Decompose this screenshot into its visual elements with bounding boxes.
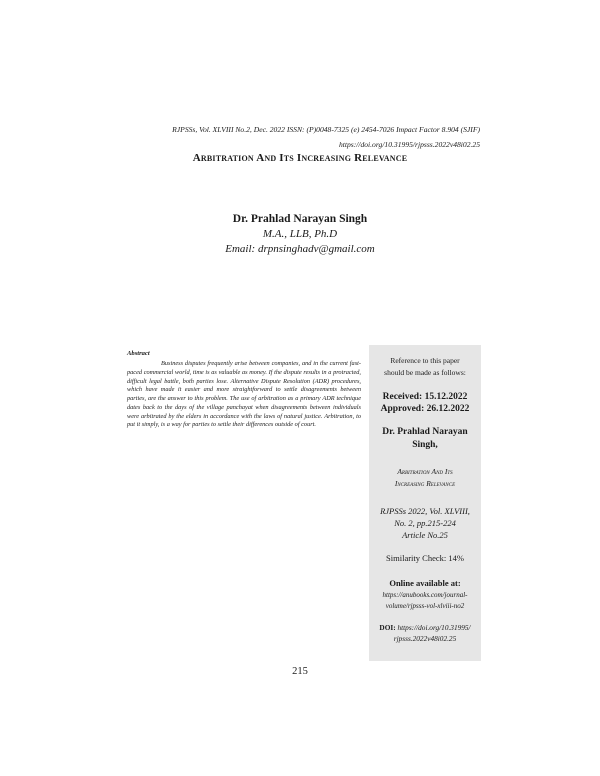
author-email: Email: drpnsinghadv@gmail.com	[225, 243, 375, 255]
reference-intro	[369, 355, 481, 379]
online-url[interactable]	[369, 590, 481, 612]
reference-citation	[369, 505, 481, 541]
reference-intro-line: should be made as follows:	[384, 368, 466, 377]
reference-author-line: Singh,	[412, 440, 438, 450]
reference-title	[369, 466, 481, 490]
doi-link[interactable]: rjpsss.2022v48i02.25	[393, 634, 457, 643]
doi-link[interactable]: https://doi.org/10.31995/	[397, 623, 471, 632]
author-name: Dr. Prahlad Narayan Singh	[232, 213, 368, 225]
reference-title-line: Arbitration And Its	[397, 467, 453, 476]
reference-citation-line: RJPSSs 2022, Vol. XLVIII,	[380, 506, 470, 516]
online-url-line[interactable]: https://anubooks.com/journal-	[382, 591, 468, 599]
doi-label: DOI:	[379, 623, 396, 632]
author-qualifications: M.A., LLB, Ph.D	[262, 228, 338, 240]
reference-doi[interactable]	[369, 622, 481, 644]
journal-citation-header: RJPSSs, Vol. XLVIII No.2, Dec. 2022 ISSN: (P)0048-7325 (e) 2454-7026 Impact Factor 8.904 (SJIF)	[172, 125, 480, 134]
page-number: 215	[292, 666, 308, 677]
similarity-check: Similarity Check: 14%	[386, 553, 464, 563]
reference-intro-line: Reference to this paper	[390, 356, 460, 365]
reference-author	[369, 426, 481, 452]
reference-box	[369, 345, 481, 661]
reference-citation-line: Article No.25	[402, 530, 448, 540]
reference-author-line: Dr. Prahlad Narayan	[382, 427, 468, 437]
reference-title-line: Increasing Relevance	[394, 479, 456, 488]
online-url-line[interactable]: volume/rjpsss-vol-xlviii-no2	[385, 602, 465, 610]
abstract-text: Business disputes frequently arise between companies, and in the current fast-paced commercial world, time is as valuable as money. If the dispute results in a protracted, difficult legal battle, both parties lose. Alternative Dispute Resolution (ADR) procedures, which have made it easier and more straightforward to settle disagreements between parties, are the answer to this problem. The use of arbitration as a primary ADR technique dates back to the days of the village panchayat when disagreements between individuals were arbitrated by the elders in accordance with the laws of natural justice. Arbitration, to put it simply, is a way for parties to settle their differences outside of court.	[127, 360, 361, 429]
online-available-label: Online available at:	[389, 578, 461, 588]
reference-citation-line: No. 2, pp.215-224	[394, 518, 456, 528]
article-title: Arbitration And Its Increasing Relevance	[192, 152, 408, 164]
abstract-heading: Abstract	[127, 350, 150, 357]
doi-header: https://doi.org/10.31995/rjpsss.2022v48i02.25	[338, 140, 480, 149]
received-date: Received: 15.12.2022	[382, 392, 468, 402]
approved-date: Approved: 26.12.2022	[380, 404, 470, 414]
